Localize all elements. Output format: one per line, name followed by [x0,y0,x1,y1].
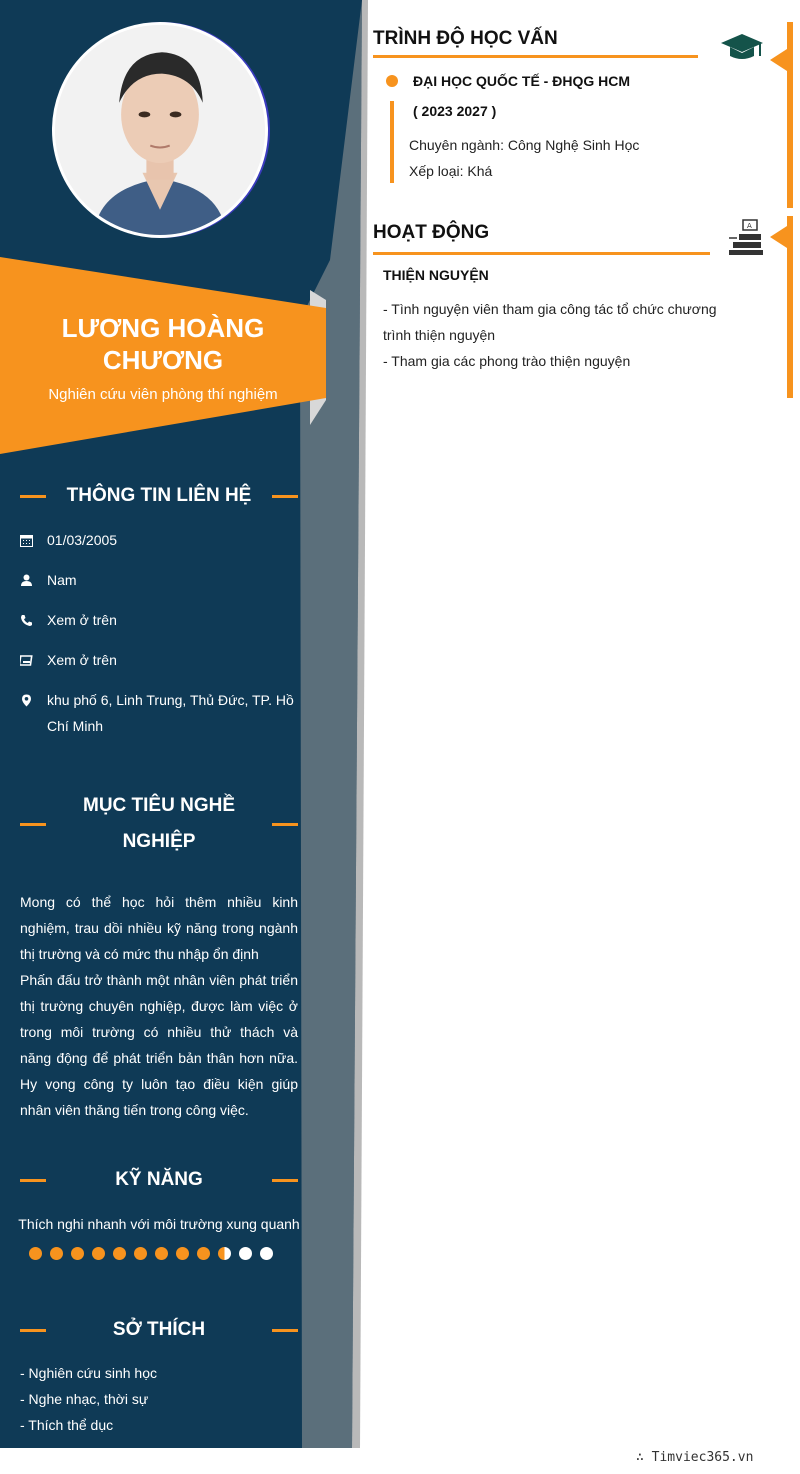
objective-paragraph: Phấn đấu trở thành một nhân viên phát triển thị trường chuyên nghiệp, được làm việc ở trong môi trường có nhiều thử thách và năng động để phát triển bản thân hơn nữa. Hy vọng công ty luôn tạo điều kiện giúp nhân viên thăng tiến trong công việc. [20,972,298,1118]
calendar-icon [20,532,47,553]
phone-icon [20,612,47,633]
contact-heading-text: THÔNG TIN LIÊN HỆ [66,485,252,506]
contact-item-address [20,692,300,739]
hobbies-heading-text: SỞ THÍCH [112,1319,206,1340]
heading-dash [272,823,298,826]
hobbies-heading [20,1312,298,1348]
graduation-cap-icon [720,32,764,69]
activity-description [383,296,728,374]
skill-rating-dot [197,1247,210,1260]
education-grade: Xếp loại: Khá [409,163,493,179]
heading-dash [272,495,298,498]
skill-rating-dot [239,1247,252,1260]
birthday-value: 01/03/2005 [47,532,118,548]
skill-rating-dot [155,1247,168,1260]
skill-rating-dot [134,1247,147,1260]
podium-icon [727,218,765,261]
activity-line: - Tình nguyện viên tham gia công tác tổ chức chương trình thiện nguyện [383,301,717,343]
activities-side-marker [770,226,787,248]
activities-underline [373,252,710,255]
education-bullet [386,75,398,87]
education-underline [373,55,698,58]
heading-dash [20,495,46,498]
hobby-item: - Nghiên cứu sinh học [20,1365,157,1381]
heading-dash [272,1329,298,1332]
skill-rating [29,1247,273,1260]
skill-rating-dot [176,1247,189,1260]
education-school: ĐẠI HỌC QUỐC TẾ - ĐHQG HCM [413,73,630,89]
objective-heading [20,788,298,860]
email-icon [20,652,47,673]
avatar [52,22,268,238]
address-value: khu phố 6, Linh Trung, Thủ Đức, TP. Hồ Chí Minh [47,692,294,734]
gender-value: Nam [47,572,77,588]
contact-item-email [20,652,300,673]
skills-heading-text: KỸ NĂNG [115,1169,203,1190]
activity-line: - Tham gia các phong trào thiện nguyện [383,353,631,369]
skill-name: Thích nghi nhanh với môi trường xung quanh [18,1216,300,1232]
avatar-portrait [55,25,265,235]
phone-value: Xem ở trên [47,612,117,628]
objective-text [20,889,298,1123]
skill-rating-dot [50,1247,63,1260]
candidate-name: LƯƠNG HOÀNG CHƯƠNG [61,313,265,375]
skill-rating-dot [29,1247,42,1260]
skill-rating-dot [71,1247,84,1260]
education-side-marker [770,49,787,71]
objective-heading-text: MỤC TIÊU NGHỀ NGHIỆP [83,795,235,852]
objective-paragraph: Mong có thể học hỏi thêm nhiều kinh nghiệm, trau dồi nhiều kỹ năng trong ngành thị trường và có mức thu nhập ổn định [20,894,298,962]
activities-side-bar [787,216,793,398]
hobby-item: - Nghe nhạc, thời sự [20,1391,149,1407]
education-years: ( 2023 2027 ) [413,103,497,119]
svg-text:A: A [747,222,752,230]
education-heading: TRÌNH ĐỘ HỌC VẤN [373,28,558,49]
activities-heading: HOẠT ĐỘNG [373,222,490,243]
education-timeline-line [390,101,394,183]
email-value: Xem ở trên [47,652,117,668]
heading-dash [20,1329,46,1332]
person-icon [20,572,47,593]
activity-title: THIỆN NGUYỆN [383,267,489,283]
skill-rating-dot [113,1247,126,1260]
education-major: Chuyên ngành: Công Nghệ Sinh Học [409,137,640,153]
location-icon [20,692,47,739]
heading-dash [272,1179,298,1182]
education-side-bar [787,22,793,208]
contact-item-gender [20,572,300,593]
candidate-job-title: Nghiên cứu viên phòng thí nghiệm [48,386,278,403]
footer-watermark: ∴ Timviec365.vn [636,1450,754,1465]
hobby-item: - Thích thể dục [20,1417,114,1433]
skill-rating-dot [260,1247,273,1260]
heading-dash [20,1179,46,1182]
skill-rating-dot [218,1247,231,1260]
contact-item-birthday [20,532,300,553]
skills-heading [20,1162,298,1198]
heading-dash [20,823,46,826]
contact-item-phone [20,612,300,633]
hobbies-list [20,1360,157,1438]
contact-heading [20,478,298,514]
skill-rating-dot [92,1247,105,1260]
